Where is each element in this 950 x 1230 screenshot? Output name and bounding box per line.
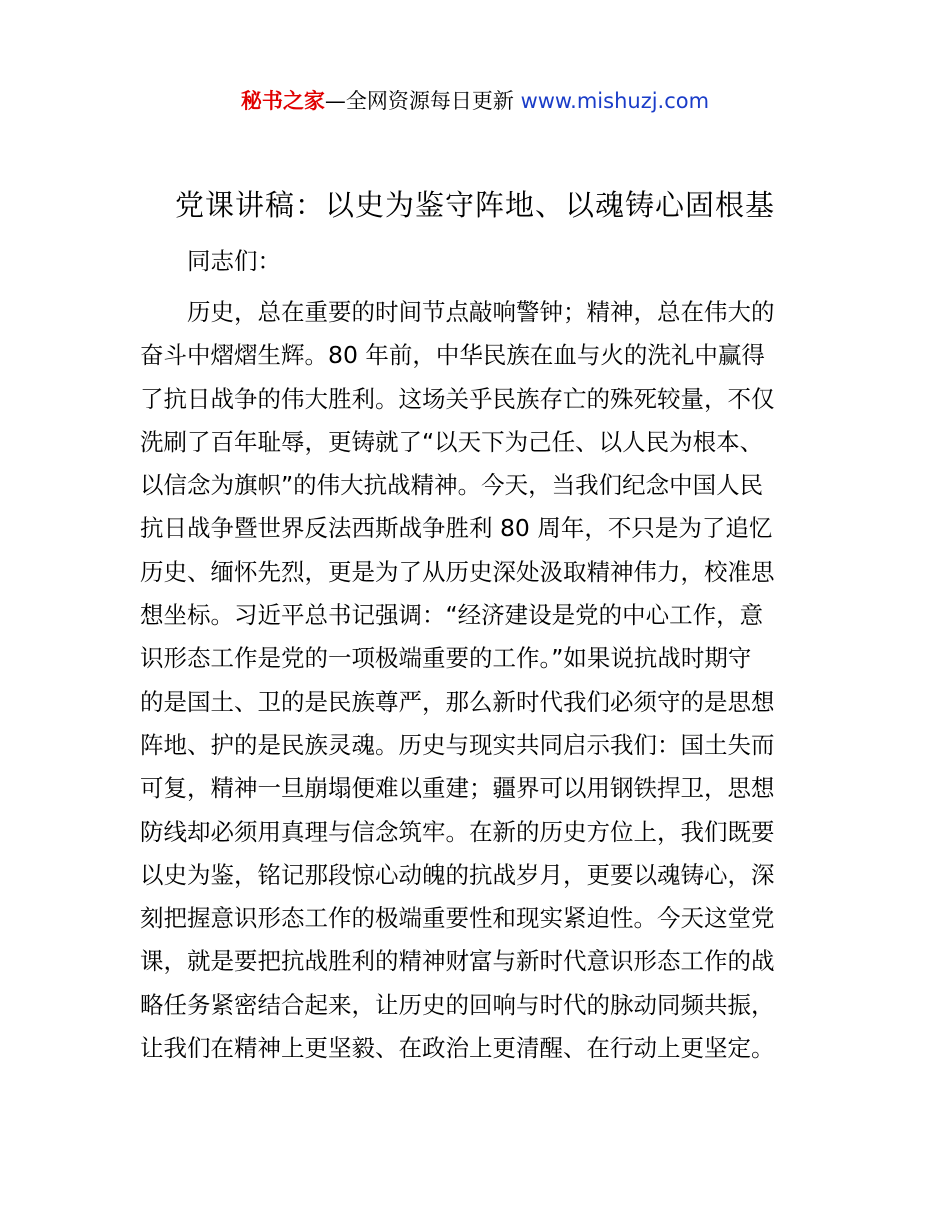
paragraph-line: 阵地、护的是民族灵魂。历史与现实共同启示我们：国土失而 [140, 730, 775, 759]
opening-paragraph [140, 291, 812, 1070]
paragraph-line: 洗刷了百年耻辱，更铸就了“以天下为己任、以人民为根本、 [140, 427, 764, 456]
document-body [140, 240, 812, 1070]
paragraph-line: 想坐标。习近平总书记强调：“经济建设是党的中心工作，意 [140, 601, 764, 630]
site-tagline: —全网资源每日更新 [324, 89, 521, 113]
site-url-link[interactable]: www.mishuzj.com [520, 89, 710, 113]
paragraph-line: 抗日战争暨世界反法西斯战争胜利 80 周年，不只是为了追忆 [140, 514, 773, 543]
document-title: 党课讲稿：以史为鉴守阵地、以魂铸心固根基 [174, 188, 775, 222]
paragraph-line: 可复，精神一旦崩塌便难以重建；疆界可以用钢铁捍卫，思想 [140, 774, 775, 803]
paragraph-line: 课，就是要把抗战胜利的精神财富与新时代意识形态工作的战 [140, 947, 775, 976]
paragraph-line: 防线却必须用真理与信念筑牢。在新的历史方位上，我们既要 [140, 817, 775, 846]
site-brand: 秘书之家 [240, 89, 325, 113]
salutation: 同志们： [187, 247, 281, 275]
paragraph-line: 让我们在精神上更坚毅、在政治上更清醒、在行动上更坚定。 [140, 1034, 775, 1063]
paragraph-line: 的是国土、卫的是民族尊严，那么新时代我们必须守的是思想 [140, 687, 775, 716]
paragraph-line: 以史为鉴，铭记那段惊心动魄的抗战岁月，更要以魂铸心，深 [140, 860, 775, 889]
paragraph-line: 历史、缅怀先烈，更是为了从历史深处汲取精神伟力，校准思 [140, 557, 775, 586]
paragraph-line: 刻把握意识形态工作的极端重要性和现实紧迫性。今天这堂党 [140, 904, 775, 933]
paragraph-line: 奋斗中熠熠生辉。80 年前，中华民族在血与火的洗礼中赢得 [140, 341, 765, 370]
site-header [0, 86, 950, 116]
paragraph-line: 历史，总在重要的时间节点敲响警钟；精神，总在伟大的 [187, 298, 775, 326]
paragraph-line: 了抗日战争的伟大胜利。这场关乎民族存亡的殊死较量，不仅 [140, 384, 775, 413]
paragraph-line: 以信念为旗帜”的伟大抗战精神。今天，当我们纪念中国人民 [140, 471, 764, 500]
paragraph-line: 识形态工作是党的一项极端重要的工作。”如果说抗战时期守 [140, 644, 752, 673]
paragraph-line: 略任务紧密结合起来，让历史的回响与时代的脉动同频共振， [140, 990, 775, 1019]
